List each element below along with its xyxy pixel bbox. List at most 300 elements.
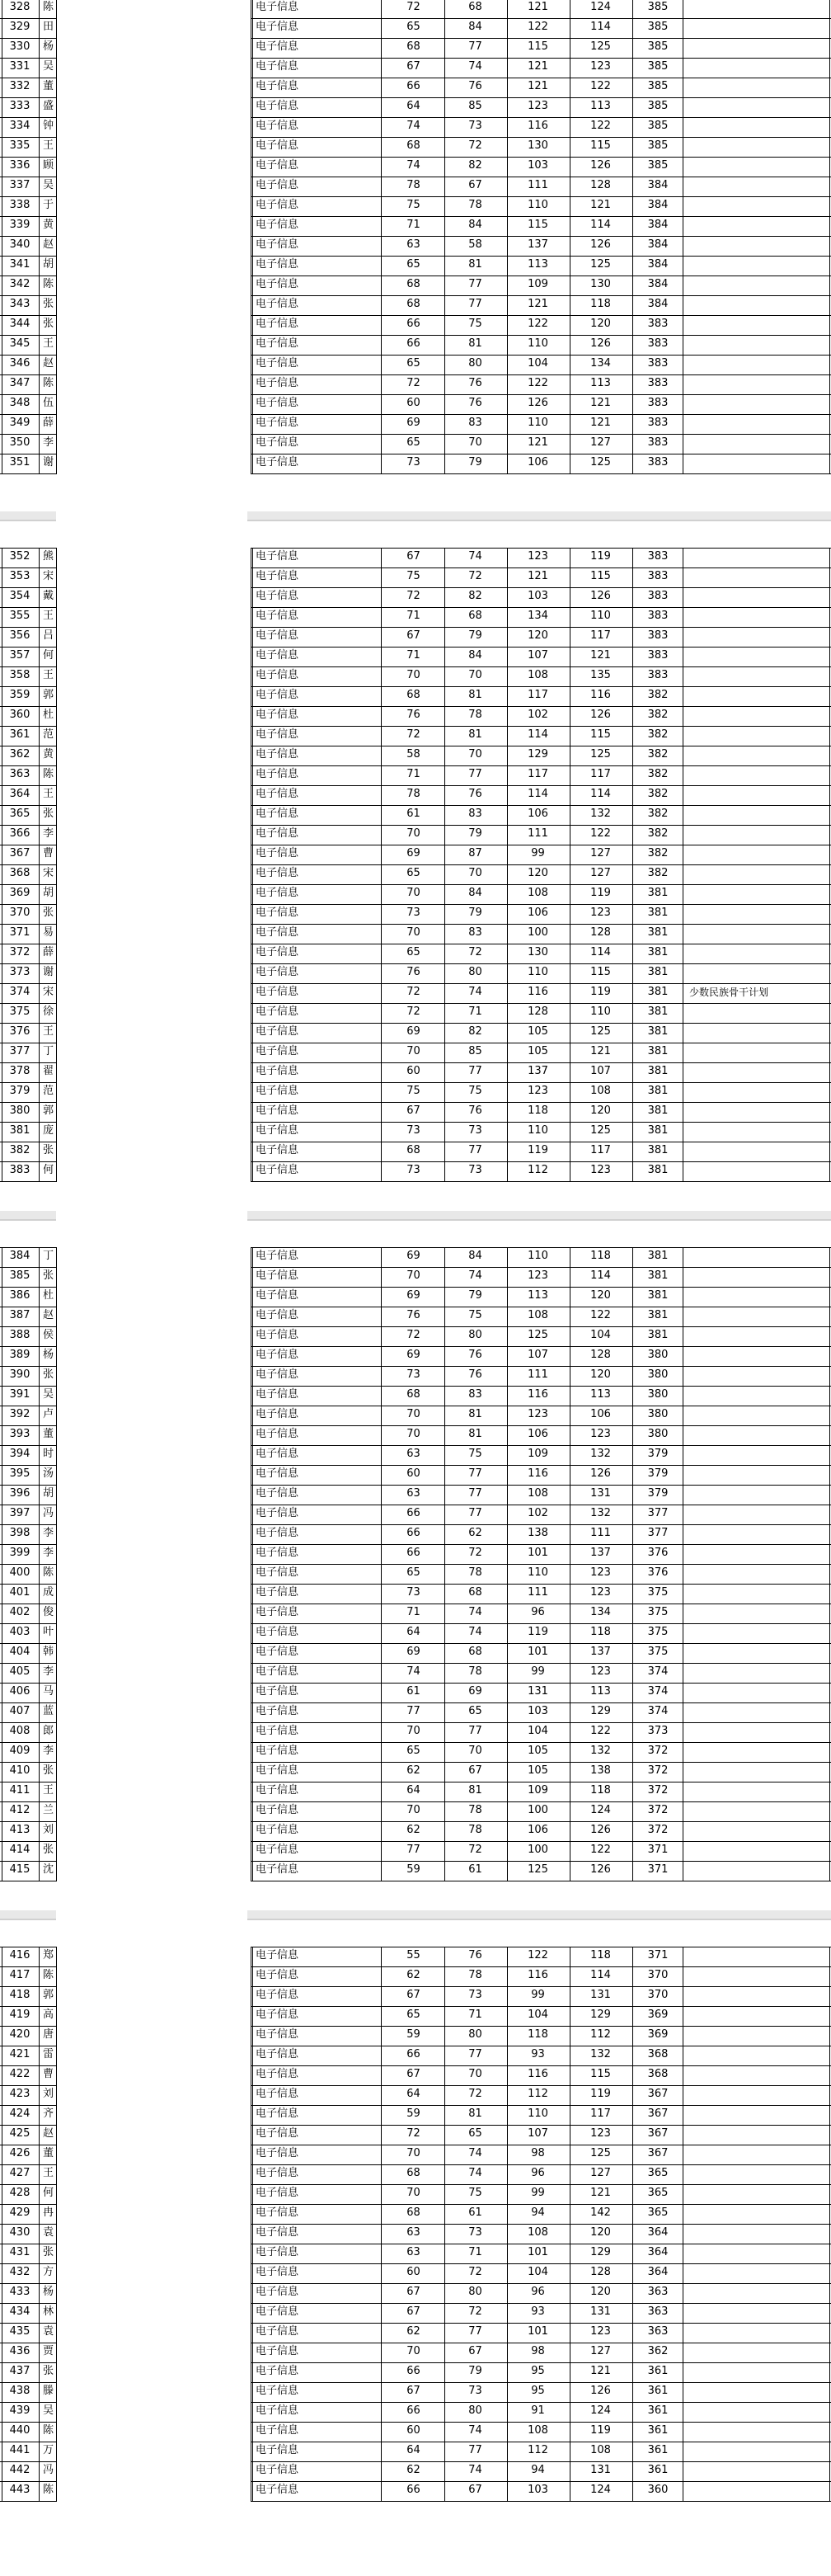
major-name: 电子信息: [256, 2305, 299, 2318]
total-score: 362: [647, 2345, 669, 2357]
total-score: 381: [647, 1065, 669, 1077]
score-english: 82: [468, 159, 482, 172]
score-politics: 66: [406, 1507, 420, 1519]
score-english: 80: [468, 2286, 482, 2298]
row-number: 441: [9, 2444, 31, 2456]
row-divider: [0, 355, 57, 356]
score-math: 137: [528, 238, 548, 251]
row-divider: [251, 805, 831, 806]
row-divider: [251, 414, 831, 415]
row-divider: [0, 374, 57, 375]
row-number: 357: [9, 649, 31, 662]
score-politics: 69: [406, 847, 420, 859]
student-name: 雷: [43, 2048, 54, 2060]
row-number: 334: [9, 120, 31, 132]
score-professional: 123: [590, 907, 611, 919]
major-name: 电子信息: [256, 2187, 299, 2199]
row-number: 331: [9, 60, 31, 73]
remarks: [688, 0, 829, 18]
table-row: [0, 2125, 831, 2145]
score-professional: 134: [590, 1606, 611, 1618]
score-math: 104: [528, 2009, 548, 2021]
score-english: 84: [468, 649, 482, 662]
table-row: [0, 117, 831, 137]
score-english: 71: [468, 2246, 482, 2258]
student-name: 宋: [43, 867, 54, 879]
remarks: [688, 2481, 829, 2501]
score-english: 68: [468, 1586, 482, 1599]
major-name: 电子信息: [256, 689, 299, 701]
score-professional: 115: [590, 2068, 611, 2080]
remarks: [688, 1346, 829, 1366]
row-divider: [0, 647, 57, 648]
row-divider: [0, 1524, 57, 1525]
student-name: 张: [43, 907, 54, 919]
major-name: 电子信息: [256, 159, 299, 172]
score-math: 123: [528, 1269, 548, 1282]
score-english: 80: [468, 2028, 482, 2041]
score-politics: 69: [406, 1646, 420, 1658]
row-divider: [251, 2481, 831, 2482]
score-math: 111: [528, 827, 548, 840]
student-name: 张: [43, 2246, 54, 2258]
total-score: 375: [647, 1626, 669, 1638]
remarks: [688, 2046, 829, 2065]
score-english: 81: [468, 1428, 482, 1440]
score-math: 119: [528, 1626, 548, 1638]
row-divider: [0, 1584, 57, 1585]
remarks: [688, 97, 829, 117]
row-number: 342: [9, 278, 31, 290]
major-name: 电子信息: [256, 808, 299, 820]
remarks: [688, 2006, 829, 2026]
row-number: 429: [9, 2206, 31, 2219]
row-divider: [0, 1544, 57, 1545]
row-divider: [0, 1702, 57, 1703]
score-english: 78: [468, 1804, 482, 1816]
score-english: 81: [468, 337, 482, 350]
student-name: 赵: [43, 357, 54, 370]
student-name: 吴: [43, 60, 54, 73]
score-english: 79: [468, 827, 482, 840]
student-name: 丁: [43, 1045, 54, 1057]
major-name: 电子信息: [256, 887, 299, 899]
student-name: 黄: [43, 748, 54, 761]
student-name: 成: [43, 1586, 54, 1599]
score-english: 76: [468, 788, 482, 800]
remarks: [688, 2283, 829, 2303]
major-name: 电子信息: [256, 436, 299, 449]
row-divider: [251, 1722, 831, 1723]
score-english: 74: [468, 1269, 482, 1282]
table-row: [0, 1307, 831, 1326]
table-row: [0, 963, 831, 983]
row-number: 427: [9, 2167, 31, 2179]
score-english: 83: [468, 1388, 482, 1401]
student-name: 卢: [43, 1408, 54, 1420]
student-name: 冉: [43, 2206, 54, 2219]
remarks: [688, 1702, 829, 1722]
score-professional: 125: [590, 1124, 611, 1137]
major-name: 电子信息: [256, 1349, 299, 1361]
row-number: 374: [9, 986, 31, 998]
column-divider: [252, 0, 253, 474]
score-math: 110: [528, 417, 548, 429]
score-professional: 120: [590, 1104, 611, 1117]
student-name: 曹: [43, 847, 54, 859]
row-number: 333: [9, 100, 31, 112]
remarks: [688, 2382, 829, 2402]
remarks: [688, 1584, 829, 1604]
score-english: 72: [468, 2088, 482, 2100]
student-name: 李: [43, 436, 54, 449]
score-english: 83: [468, 926, 482, 939]
remarks: [688, 1861, 829, 1881]
row-divider: [251, 295, 831, 296]
score-math: 103: [528, 590, 548, 602]
row-divider: [251, 2303, 831, 2304]
table-row: [0, 137, 831, 157]
score-english: 85: [468, 1045, 482, 1057]
column-divider: [829, 1947, 830, 2502]
major-name: 电子信息: [256, 2325, 299, 2338]
row-divider: [251, 275, 831, 276]
row-number: 376: [9, 1025, 31, 1038]
student-name: 李: [43, 1527, 54, 1539]
row-divider: [251, 666, 831, 667]
total-score: 383: [647, 550, 669, 563]
score-english: 82: [468, 1025, 482, 1038]
major-name: 电子信息: [256, 966, 299, 978]
score-english: 68: [468, 1, 482, 13]
student-name: 伍: [43, 397, 54, 409]
table-row: [0, 607, 831, 627]
score-professional: 132: [590, 1507, 611, 1519]
row-divider: [251, 983, 831, 984]
row-divider: [251, 1181, 831, 1182]
score-math: 105: [528, 1025, 548, 1038]
score-professional: 118: [590, 1949, 611, 1961]
student-name: 马: [43, 1685, 54, 1698]
table-row: [0, 2244, 831, 2263]
remarks: [688, 963, 829, 983]
column-divider: [381, 1947, 382, 2502]
score-math: 116: [528, 1388, 548, 1401]
major-name: 电子信息: [256, 456, 299, 469]
score-politics: 78: [406, 788, 420, 800]
remarks: [688, 2105, 829, 2125]
score-politics: 72: [406, 986, 420, 998]
score-professional: 119: [590, 887, 611, 899]
score-math: 107: [528, 649, 548, 662]
score-politics: 60: [406, 1065, 420, 1077]
score-professional: 125: [590, 748, 611, 761]
row-divider: [251, 904, 831, 905]
row-number: 367: [9, 847, 31, 859]
row-divider: [0, 1082, 57, 1083]
row-number: 329: [9, 21, 31, 33]
table-row: [0, 666, 831, 686]
student-name: 王: [43, 2167, 54, 2179]
remarks: [688, 647, 829, 666]
table-row: [0, 2422, 831, 2442]
row-number: 409: [9, 1745, 31, 1757]
table-row: [0, 805, 831, 825]
table-row: [0, 1643, 831, 1663]
score-english: 75: [468, 318, 482, 330]
score-english: 81: [468, 728, 482, 741]
row-number: 418: [9, 1989, 31, 2001]
table-row: [0, 1023, 831, 1043]
row-divider: [0, 2164, 57, 2165]
remarks: [688, 1406, 829, 1425]
score-politics: 65: [406, 357, 420, 370]
row-divider: [251, 2263, 831, 2264]
student-name: 于: [43, 199, 54, 211]
table-row: [0, 548, 831, 567]
score-professional: 129: [590, 2246, 611, 2258]
score-politics: 75: [406, 1085, 420, 1097]
row-divider: [0, 2184, 57, 2185]
row-divider: [251, 2065, 831, 2066]
major-name: 电子信息: [256, 1725, 299, 1737]
score-politics: 67: [406, 2068, 420, 2080]
score-english: 77: [468, 1487, 482, 1500]
row-number: 373: [9, 966, 31, 978]
row-number: 332: [9, 80, 31, 92]
total-score: 379: [647, 1448, 669, 1460]
score-professional: 121: [590, 649, 611, 662]
total-score: 363: [647, 2286, 669, 2298]
remarks: [688, 1683, 829, 1702]
column-divider: [252, 548, 253, 1182]
score-math: 122: [528, 21, 548, 33]
total-score: 374: [647, 1665, 669, 1678]
student-name: 王: [43, 669, 54, 681]
student-name: 陈: [43, 377, 54, 389]
student-name: 黄: [43, 219, 54, 231]
table-row: [0, 647, 831, 666]
row-divider: [251, 627, 831, 628]
student-name: 宋: [43, 986, 54, 998]
column-divider: [507, 1947, 508, 2502]
score-english: 74: [468, 1626, 482, 1638]
score-politics: 70: [406, 1428, 420, 1440]
table-row: [0, 2224, 831, 2244]
score-math: 107: [528, 1349, 548, 1361]
score-math: 123: [528, 100, 548, 112]
score-politics: 69: [406, 1025, 420, 1038]
score-english: 74: [468, 986, 482, 998]
row-divider: [0, 548, 57, 549]
table-row: [0, 2105, 831, 2125]
remarks: [688, 548, 829, 567]
column-divider: [829, 1247, 830, 1881]
table-row: [0, 2006, 831, 2026]
row-divider: [0, 38, 57, 39]
score-professional: 129: [590, 2009, 611, 2021]
major-name: 电子信息: [256, 610, 299, 622]
score-math: 108: [528, 1309, 548, 1321]
score-politics: 68: [406, 298, 420, 310]
total-score: 385: [647, 40, 669, 53]
major-name: 电子信息: [256, 2226, 299, 2239]
score-professional: 118: [590, 1784, 611, 1797]
score-math: 129: [528, 748, 548, 761]
major-name: 电子信息: [256, 709, 299, 721]
row-divider: [0, 1366, 57, 1367]
total-score: 385: [647, 159, 669, 172]
remarks: [688, 216, 829, 236]
score-english: 77: [468, 1467, 482, 1480]
major-name: 电子信息: [256, 1527, 299, 1539]
score-professional: 126: [590, 2385, 611, 2397]
row-number: 340: [9, 238, 31, 251]
score-math: 118: [528, 1104, 548, 1117]
total-score: 380: [647, 1349, 669, 1361]
score-politics: 64: [406, 1784, 420, 1797]
column-divider: [381, 1247, 382, 1881]
row-number: 426: [9, 2147, 31, 2159]
row-number: 438: [9, 2385, 31, 2397]
row-divider: [0, 1181, 57, 1182]
row-divider: [251, 1102, 831, 1103]
score-math: 105: [528, 1045, 548, 1057]
score-politics: 70: [406, 926, 420, 939]
row-divider: [251, 765, 831, 766]
major-name: 电子信息: [256, 1949, 299, 1961]
total-score: 361: [647, 2365, 669, 2377]
score-math: 108: [528, 2424, 548, 2437]
score-politics: 68: [406, 1388, 420, 1401]
row-number: 365: [9, 808, 31, 820]
score-professional: 115: [590, 966, 611, 978]
score-english: 72: [468, 1547, 482, 1559]
score-professional: 122: [590, 80, 611, 92]
total-score: 368: [647, 2068, 669, 2080]
score-professional: 130: [590, 278, 611, 290]
score-politics: 67: [406, 1989, 420, 2001]
row-number: 349: [9, 417, 31, 429]
table-row: [0, 18, 831, 38]
table-row: [0, 1821, 831, 1841]
score-politics: 63: [406, 1487, 420, 1500]
score-math: 98: [531, 2147, 545, 2159]
score-english: 77: [468, 1144, 482, 1156]
major-name: 电子信息: [256, 1408, 299, 1420]
row-number: 434: [9, 2305, 31, 2318]
row-divider: [251, 1062, 831, 1063]
score-politics: 68: [406, 278, 420, 290]
row-divider: [251, 1425, 831, 1426]
total-score: 374: [647, 1705, 669, 1717]
table-row: [0, 1366, 831, 1386]
score-english: 72: [468, 139, 482, 152]
score-english: 84: [468, 219, 482, 231]
score-professional: 135: [590, 669, 611, 681]
score-politics: 67: [406, 629, 420, 642]
score-politics: 55: [406, 1949, 420, 1961]
remarks: [688, 726, 829, 746]
remarks: [688, 2323, 829, 2343]
table-row: [0, 454, 831, 473]
remarks: [688, 1445, 829, 1465]
table-row: [0, 58, 831, 78]
student-name: 董: [43, 2147, 54, 2159]
row-divider: [0, 1161, 57, 1162]
total-score: 381: [647, 1005, 669, 1018]
score-politics: 66: [406, 337, 420, 350]
major-name: 电子信息: [256, 1989, 299, 2001]
score-professional: 122: [590, 1309, 611, 1321]
score-english: 84: [468, 1250, 482, 1262]
total-score: 361: [647, 2444, 669, 2456]
score-politics: 72: [406, 1005, 420, 1018]
student-name: 赵: [43, 238, 54, 251]
row-divider: [251, 97, 831, 98]
score-politics: 70: [406, 1804, 420, 1816]
row-divider: [0, 2402, 57, 2403]
row-number: 395: [9, 1467, 31, 1480]
row-divider: [0, 904, 57, 905]
table-row: [0, 706, 831, 726]
score-english: 71: [468, 1005, 482, 1018]
score-english: 87: [468, 847, 482, 859]
total-score: 385: [647, 80, 669, 92]
row-number: 355: [9, 610, 31, 622]
score-politics: 66: [406, 318, 420, 330]
major-name: 电子信息: [256, 2444, 299, 2456]
row-divider: [251, 706, 831, 707]
table-row: [0, 2263, 831, 2283]
table-row: [0, 1604, 831, 1623]
row-divider: [0, 1986, 57, 1987]
score-english: 69: [468, 1685, 482, 1698]
remarks: [688, 1485, 829, 1505]
score-math: 103: [528, 2484, 548, 2496]
table-row: [0, 1742, 831, 1762]
row-divider: [0, 335, 57, 336]
total-score: 384: [647, 298, 669, 310]
score-math: 138: [528, 1527, 548, 1539]
score-professional: 128: [590, 926, 611, 939]
row-number: 369: [9, 887, 31, 899]
major-name: 电子信息: [256, 2127, 299, 2140]
total-score: 372: [647, 1784, 669, 1797]
row-divider: [251, 2085, 831, 2086]
total-score: 365: [647, 2206, 669, 2219]
remarks: [688, 18, 829, 38]
table-row: [0, 295, 831, 315]
major-name: 电子信息: [256, 278, 299, 290]
row-number: 385: [9, 1269, 31, 1282]
table-page-block: [0, 1947, 831, 2502]
score-math: 100: [528, 1804, 548, 1816]
score-politics: 72: [406, 1329, 420, 1341]
major-name: 电子信息: [256, 2246, 299, 2258]
score-math: 102: [528, 1507, 548, 1519]
student-name: 韩: [43, 1646, 54, 1658]
student-name: 侯: [43, 1329, 54, 1341]
score-english: 74: [468, 1606, 482, 1618]
row-divider: [251, 1003, 831, 1004]
total-score: 372: [647, 1764, 669, 1777]
table-row: [0, 38, 831, 58]
score-politics: 69: [406, 417, 420, 429]
total-score: 363: [647, 2305, 669, 2318]
student-name: 叶: [43, 1626, 54, 1638]
remarks: [688, 1326, 829, 1346]
